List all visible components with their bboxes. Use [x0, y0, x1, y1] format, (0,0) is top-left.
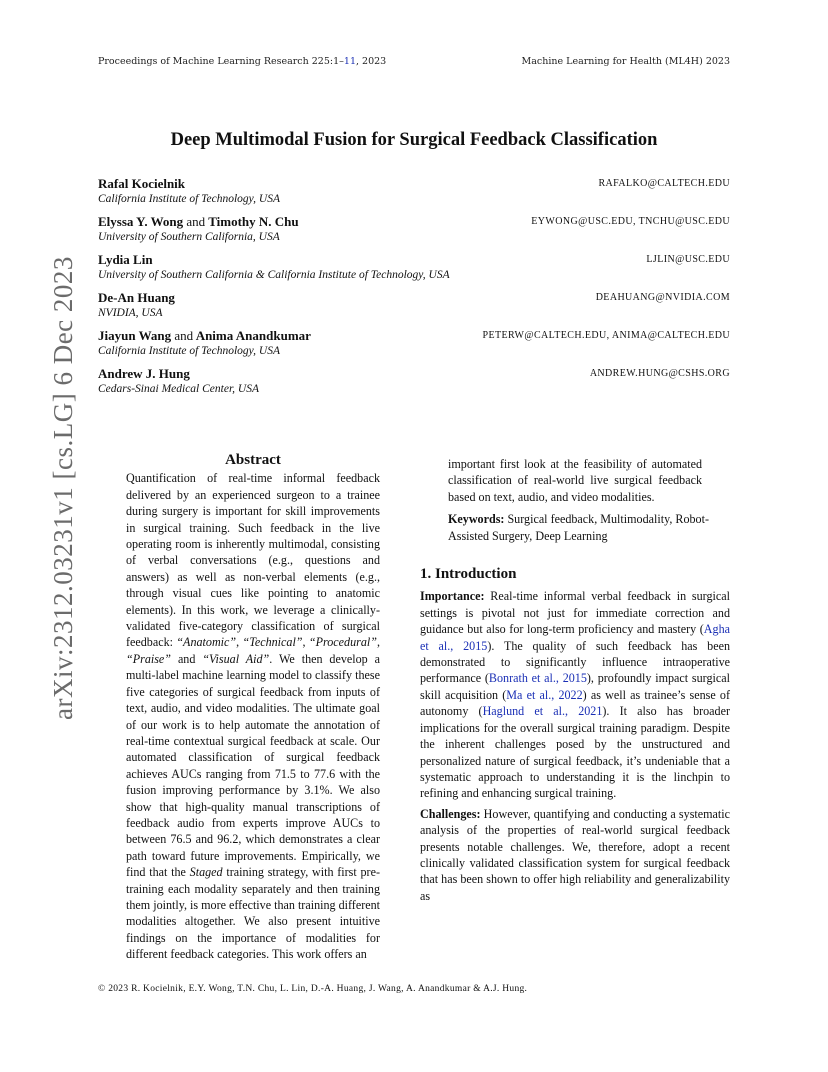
author-affiliation: Cedars-Sinai Medical Center, USA	[98, 383, 259, 395]
author-name: Elyssa Y. Wong	[98, 214, 184, 229]
paper-title: Deep Multimodal Fusion for Surgical Feedback Classification	[170, 130, 658, 150]
author-entry	[98, 252, 730, 283]
author-email: DEAHUANG@NVIDIA.COM	[595, 292, 730, 303]
author-and: and	[174, 328, 194, 343]
category-visual-aid: “Visual Aid”	[202, 651, 270, 666]
author-entry	[98, 214, 730, 245]
pages-link[interactable]: 11	[343, 56, 356, 67]
category-praise: “Praise”	[126, 651, 172, 666]
abstract-text: Quantification of real-time informal feedback delivered by an experienced surgeon to a trainee during surgery is important for skill improvements in surgical training. Such feedback in the live operating room is inherently multimodal, consisting of verbal conversations (e.g., questions and answers) as well as non-verbal elements (e.g., through visual cues like pointing to anatomic elements). In this work, we leverage a clinically-validated five-category classification of surgical feedback: “Anatomic”, “Technical”, “Procedural”, “Praise” and “Visual Aid”. We then develop a multi-label machine learning model to classify these five categories of surgical feedback from inputs of text, audio, and video modalities. The ultimate goal of our work is to help automate the annotation of real-time contextual surgical feedback at scale. Our automated classification of surgical feedback achieves AUCs ranging from 71.5 to 77.6 with the fusion improving performance by 3.1%. We also show that high-quality manual transcriptions of feedback audio from experts improve AUCs to between 76.5 and 96.2, which demonstrates a clear path toward future improvements. Empirically, we find that the Staged training strategy, with first pre-training each modality separately and then training them jointly, is more effective than training different modalities altogether. We also present intuitive findings on the importance of modalities for different feedback categories. This work offers an	[126, 471, 381, 962]
running-header-right: Machine Learning for Health (ML4H) 2023	[521, 56, 730, 67]
author-email: ANDREW.HUNG@CSHS.ORG	[589, 368, 730, 379]
keywords-label: Keywords:	[448, 512, 505, 527]
running-header-left: Proceedings of Machine Learning Research 225:1–11, 2023	[98, 56, 387, 67]
author-email: EYWONG@USC.EDU, TNCHU@USC.EDU	[531, 216, 730, 227]
copyright-footer: © 2023 R. Kocielnik, E.Y. Wong, T.N. Chu, L. Lin, D.-A. Huang, J. Wang, A. Anandkumar & A.J. Hung.	[98, 984, 528, 994]
left-column	[126, 452, 380, 963]
abstract-continuation: important first look at the feasibility of automated classification of real-world live surgical feedback based on text, audio, and video modalities.	[448, 457, 702, 504]
author-name: Lydia Lin	[98, 252, 153, 267]
author-name: Timothy N. Chu	[208, 214, 299, 229]
category-procedural: “Procedural”	[308, 635, 377, 650]
right-column	[420, 452, 730, 908]
author-entry	[98, 176, 730, 207]
abstract-heading: Abstract	[225, 452, 281, 468]
author-email: LJLIN@USC.EDU	[646, 254, 730, 265]
author-email: RAFALKO@CALTECH.EDU	[598, 178, 730, 189]
author-affiliation: California Institute of Technology, USA	[98, 193, 280, 205]
citation-link[interactable]: Bonrath et al., 2015	[488, 671, 587, 686]
author-affiliation: California Institute of Technology, USA	[98, 345, 280, 357]
author-name: Rafal Kocielnik	[98, 176, 186, 191]
author-name: Jiayun Wang	[98, 328, 172, 343]
importance-label: Importance:	[420, 589, 485, 604]
author-email: PETERW@CALTECH.EDU, ANIMA@CALTECH.EDU	[482, 330, 730, 341]
author-entry	[98, 366, 730, 397]
category-technical: “Technical”	[242, 635, 303, 650]
author-name: De-An Huang	[98, 290, 175, 305]
author-name: Anima Anandkumar	[195, 328, 311, 343]
introduction-heading: 1. Introduction	[420, 566, 517, 583]
arxiv-identifier: arXiv:2312.03231v1 [cs.LG] 6 Dec 2023	[48, 256, 78, 720]
importance-paragraph: Importance: Real-time informal verbal feedback in surgical settings is pivotal not just for immediate correction and guidance but also for long-term proficiency and mastery (Agha et al., 2015). The quality of such feedback has been demonstrated to significantly influence intraoperative performance (Bonrath et al., 2015), profoundly impact surgical skill acquisition (Ma et al., 2022) as well as trainee’s sense of autonomy (Haglund et al., 2021). It also has broader implications for the overall surgical training paradigm. Despite the inherent challenges posed by the unstructured and personalized nature of surgical feedback, it’s undeniable that a systematic approach to understanding it is the linchpin to refining and enhancing surgical training.	[420, 589, 730, 801]
author-affiliation: University of Southern California & California Institute of Technology, USA	[98, 269, 450, 281]
author-affiliation: University of Southern California, USA	[98, 231, 280, 243]
author-name: Andrew J. Hung	[98, 366, 190, 381]
challenges-label: Challenges:	[420, 806, 481, 821]
author-list	[98, 176, 730, 404]
citation-link[interactable]: Agha et al., 2015	[420, 622, 730, 653]
author-entry	[98, 290, 730, 321]
author-and: and	[186, 214, 206, 229]
author-entry	[98, 328, 730, 359]
challenges-paragraph: Challenges: However, quantifying and conducting a systematic analysis of the properties of real-world surgical feedback presents notable challenges. We, therefore, adopt a recent clinically validated classification system for surgical feedback that has been shown to offer high reliability and generalizability as	[420, 806, 730, 903]
author-affiliation: NVIDIA, USA	[98, 307, 163, 319]
keywords	[448, 511, 730, 544]
keywords-text: Surgical feedback, Multimodality, Robot-Assisted Surgery, Deep Learning	[448, 512, 709, 543]
citation-link[interactable]: Haglund et al., 2021	[482, 704, 603, 719]
category-anatomic: “Anatomic”	[176, 635, 237, 650]
staged-term: Staged	[189, 865, 223, 880]
citation-link[interactable]: Ma et al., 2022	[506, 687, 583, 702]
